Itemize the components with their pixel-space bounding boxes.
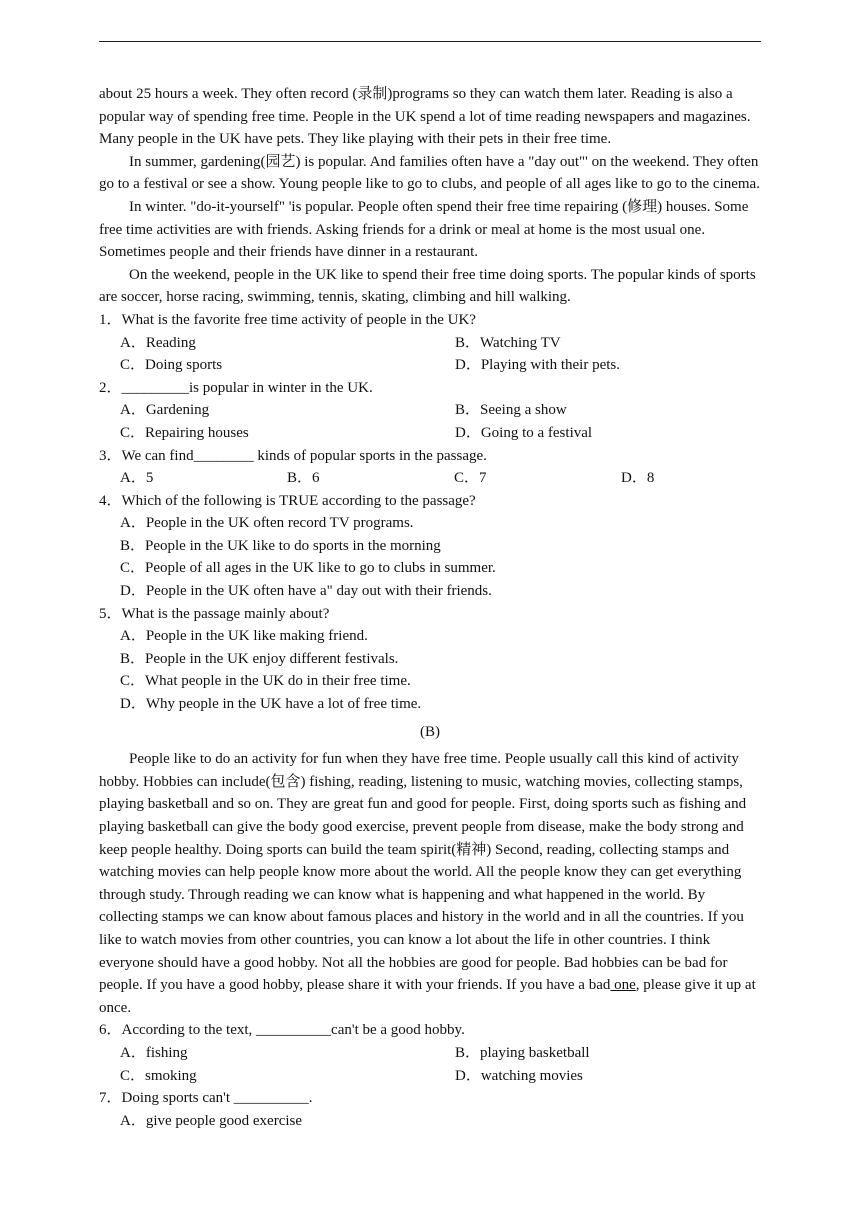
option-a: A．People in the UK often record TV programs. — [120, 515, 414, 532]
passage-a-paragraph-2: In summer, gardening(园艺) is popular. And families often have a "day out"' on the weekend. They often go to a festival or see a show. Young people like to go to clubs, and people of all ages like to go to the cinema. — [99, 153, 760, 193]
question-stem: 4．Which of the following is TRUE according to the passage? — [99, 492, 476, 509]
question-5 — [99, 603, 761, 716]
option-b: B．Watching TV — [455, 334, 561, 351]
question-stem: 5．What is the passage mainly about? — [99, 605, 330, 622]
option-a: A．5 — [120, 470, 154, 487]
option-a: A．Gardening — [120, 402, 210, 419]
question-1 — [99, 309, 761, 377]
underlined-word: one — [610, 977, 636, 994]
question-2 — [99, 377, 761, 445]
question-stem: 2．_________is popular in winter in the UK. — [99, 379, 373, 396]
question-6 — [99, 1019, 761, 1087]
option-c: C．Doing sports — [120, 357, 223, 374]
option-d: D．People in the UK often have a" day out with their friends. — [120, 583, 492, 600]
question-stem: 1．What is the favorite free time activity of people in the UK? — [99, 311, 476, 328]
option-c: C．smoking — [120, 1067, 197, 1084]
passage-a-paragraph-3: In winter. "do-it-yourself" 'is popular. People often spend their free time repairing (修理) houses. Some free time activities are with friends. Asking friends for a drink or meal at home is the most usual one. Sometimes people and their friends have dinner in a restaurant. — [99, 198, 749, 261]
document-body — [99, 83, 761, 1132]
option-c: C．People of all ages in the UK like to go to clubs in summer. — [120, 560, 496, 577]
passage-a-paragraph-4: On the weekend, people in the UK like to spend their free time doing sports. The popular kinds of sports are soccer, horse racing, swimming, tennis, skating, climbing and hill walking. — [99, 266, 756, 306]
option-c: C．7 — [454, 470, 487, 487]
question-stem: 7．Doing sports can't __________. — [99, 1090, 313, 1107]
question-stem: 6．According to the text, __________can't be a good hobby. — [99, 1022, 465, 1039]
passage-a-paragraph-1: about 25 hours a week. They often record (录制)programs so they can watch them later. Reading is also a popular way of spending free time. People in the UK spend a lot of time reading newspapers and magazines. Many people in the UK have pets. They like playing with their pets in their free time. — [99, 86, 751, 148]
passage-b-text: People like to do an activity for fun when they have free time. People usually call this kind of activity hobby. Hobbies can include(包含) fishing, reading, listening to music, watching movies, collecting stamps, playing basketball and so on. They are great fun and good for people. First, doing sports such as fishing and playing basketball can give the body good exercise, prevent people from disease, make the body strong and keep people healthy. Doing sports can build the team spirit(精神) Second, reading, collecting stamps and watching movies can help people know more about the world. All the people know they can get everything through study. Through reading we can know what is happening and what happened in the world. By collecting stamps we can know about famous places and history in the world and in all the countries. If you like to watch movies from other countries, you can know a lot about the life in other countries. I think everyone should have a good hobby. Not all the hobbies are good for people. Bad hobbies can be bad for people. If you have a good hobby, please share it with your friends. If you have a bad — [99, 751, 747, 994]
option-b: B．People in the UK like to do sports in the morning — [120, 537, 441, 554]
option-d: D．Why people in the UK have a lot of free time. — [120, 696, 422, 713]
option-a: A．give people good exercise — [120, 1112, 303, 1129]
option-d: D．watching movies — [455, 1067, 583, 1084]
option-b: B．Seeing a show — [455, 402, 567, 419]
option-d: D．Going to a festival — [455, 424, 593, 441]
option-a: A．People in the UK like making friend. — [120, 628, 368, 645]
option-c: C．What people in the UK do in their free time. — [120, 673, 411, 690]
option-b: B．People in the UK enjoy different festivals. — [120, 650, 399, 667]
option-b: B．playing basketball — [455, 1044, 590, 1061]
option-d: D．Playing with their pets. — [455, 357, 620, 374]
option-c: C．Repairing houses — [120, 424, 249, 441]
option-a: A．Reading — [120, 334, 196, 351]
option-a: A．fishing — [120, 1044, 188, 1061]
header-rule — [99, 41, 761, 42]
question-stem: 3．We can find________ kinds of popular sports in the passage. — [99, 447, 487, 464]
question-3 — [99, 445, 761, 490]
option-d: D．8 — [621, 470, 655, 487]
passage-b-paragraph — [99, 748, 761, 1019]
question-7 — [99, 1087, 761, 1132]
question-4 — [99, 490, 761, 603]
option-b: B．6 — [287, 470, 320, 487]
section-b-heading: (B) — [420, 723, 440, 740]
passage-b-text-end: , please give it up at once. — [99, 977, 756, 1016]
